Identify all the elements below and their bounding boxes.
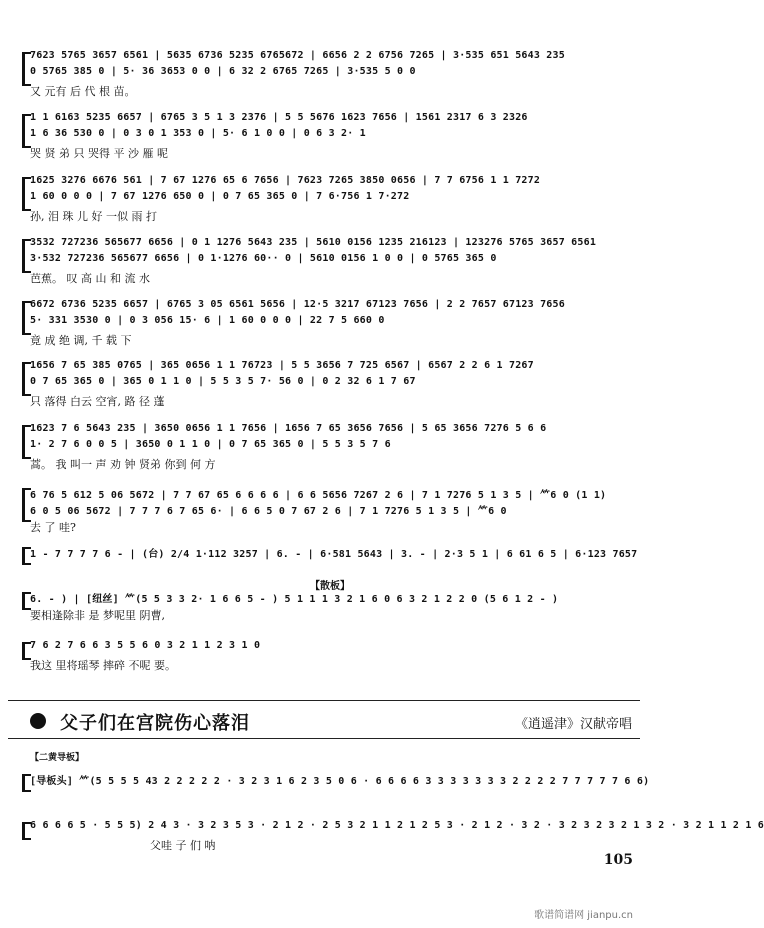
notation-lower-line: 6 0 5 06 5672 | 7 7 7 6 7 65 6· | 6 6 5 0 7 67 2 6 | 7 1 7276 5 1 3 5 | ⺮6 0 (30, 506, 507, 517)
notation-upper-line: 1656 7 65 385 0765 | 365 0656 1 1 76723 | 5 5 3656 7 725 6567 | 6567 2 2 6 1 7267 (30, 360, 534, 371)
notation-line: 6 6 6 6 5 · 5 5 5) 2 4 3 · 3 2 3 5 3 · 2 1 2 · 2 5 3 2 1 1 2 1 2 5 3 · 2 1 2 · 3 2 · 3 2 3 2 3 2 1 3 2 · 3 2 1 1 2 1 6 (30, 820, 764, 831)
aria-credit: 《逍遥津》汉献帝唱 (514, 717, 632, 732)
notation-lower-line: 0 5765 385 0 | 5· 36 3653 0 0 | 6 32 2 6765 7265 | 3·535 5 0 0 (30, 66, 416, 77)
bullet-icon (30, 713, 46, 729)
lyrics-line: 我这 里将瑶琴 摔碎 不呢 要。 (30, 659, 176, 672)
lyrics-line: 蒿。 我 叫一 声 劝 钟 贤弟 你到 何 方 (30, 458, 216, 471)
lyrics-line: 父哇 子 们 呐 (150, 839, 216, 852)
notation-upper-line: 6 76 5 612 5 06 5672 | 7 7 67 65 6 6 6 6 | 6 6 5656 7267 2 6 | 7 1 7276 5 1 3 5 | ⺮6 0 (1 1) (30, 490, 607, 501)
aria-title-row (8, 706, 640, 736)
lyrics-line: 又 元有 后 代 根 苗。 (30, 85, 136, 98)
notation-lower-line: 1 60 0 0 0 | 7 67 1276 650 0 | 0 7 65 365 0 | 7 6·756 1 7·272 (30, 191, 410, 202)
notation-upper-line: 6672 6736 5235 6657 | 6765 3 05 6561 5656 | 12·5 3217 67123 7656 | 2 2 7657 67123 7656 (30, 299, 565, 310)
lyrics-line: 去 了 哇? (30, 521, 76, 534)
lyrics-line: 要相逢除非 是 梦呢里 阴曹, (30, 609, 165, 622)
notation-lower-line: 1 6 36 530 0 | 0 3 0 1 353 0 | 5· 6 1 0 0 | 0 6 3 2· 1 (30, 128, 366, 139)
notation-lower-line: 5· 331 3530 0 | 0 3 056 15· 6 | 1 60 0 0 0 | 22 7 5 660 0 (30, 315, 385, 326)
lyrics-line: 芭蕉。 叹 高 山 和 流 水 (30, 272, 150, 285)
watermark: 歌谱简谱网 jianpu.cn (534, 910, 633, 921)
notation-upper-line: 7 6 2 7 6 6 3 5 5 6 0 3 2 1 1 2 3 1 0 (30, 640, 261, 651)
notation-line: [导板头] ⺮(5 5 5 5 43 2 2 2 2 2 · 3 2 3 1 6 2 3 5 0 6 · 6 6 6 6 3 3 3 3 3 3 3 2 2 2 2 7 7 7 7 7 6 6) (30, 776, 650, 787)
title-rule-top (8, 700, 640, 701)
notation-lower-line: 0 7 65 365 0 | 365 0 1 1 0 | 5 5 3 5 7· 56 0 | 0 2 32 6 1 7 67 (30, 376, 416, 387)
lyrics-line: 竟 成 绝 调, 千 载 下 (30, 334, 132, 347)
lyrics-line: 孙, 泪 珠 儿 好 一似 雨 打 (30, 210, 157, 223)
tag-erhuang-daoban: 【二黄导板】 (30, 753, 85, 763)
page-number: 105 (603, 852, 633, 868)
notation-upper-line: 1 1 6163 5235 6657 | 6765 3 5 1 3 2376 | 5 5 5676 1623 7656 | 1561 2317 6 3 2326 (30, 112, 528, 123)
notation-upper-line: 6. - ) | [纽丝] ⺮(5 5 3 3 2· 1 6 6 5 - ) 5 1 1 1 3 2 1 6 0 6 3 2 1 2 2 0 (5 6 1 2 - ) (30, 594, 559, 605)
aria-title: 父子们在宫院伤心落泪 (60, 713, 250, 734)
notation-lower-line: 1· 2 7 6 0 0 5 | 3650 0 1 1 0 | 0 7 65 365 0 | 5 5 3 5 7 6 (30, 439, 391, 450)
lyrics-line: 哭 贤 弟 只 哭得 平 沙 雁 呢 (30, 147, 168, 160)
notation-upper-line: 1625 3276 6676 561 | 7 67 1276 65 6 7656 | 7623 7265 3850 0656 | 7 7 6756 1 1 7272 (30, 175, 541, 186)
notation-upper-line: 3532 727236 565677 6656 | 0 1 1276 5643 235 | 5610 0156 1235 216123 | 123276 5765 3657 6561 (30, 237, 597, 248)
section-label-sanban: 【散板】 (310, 581, 350, 592)
lyrics-line: 只 落得 白云 空宵, 路 径 蓬 (30, 395, 165, 408)
notation-upper-line: 1 - 7 7 7 7 6 - | (台) 2/4 1·112 3257 | 6. - | 6·581 5643 | 3. - | 2·3 5 1 | 6 61 6 5 | 6·123 7657 (30, 549, 638, 560)
title-rule-bottom (8, 738, 640, 739)
notation-upper-line: 7623 5765 3657 6561 | 5635 6736 5235 6765672 | 6656 2 2 6756 7265 | 3·535 651 5643 235 (30, 50, 565, 61)
notation-upper-line: 1623 7 6 5643 235 | 3650 0656 1 1 7656 | 1656 7 65 3656 7656 | 5 65 3656 7276 5 6 6 (30, 423, 547, 434)
notation-lower-line: 3·532 727236 565677 6656 | 0 1·1276 60·· 0 | 5610 0156 1 0 0 | 0 5765 365 0 (30, 253, 497, 264)
